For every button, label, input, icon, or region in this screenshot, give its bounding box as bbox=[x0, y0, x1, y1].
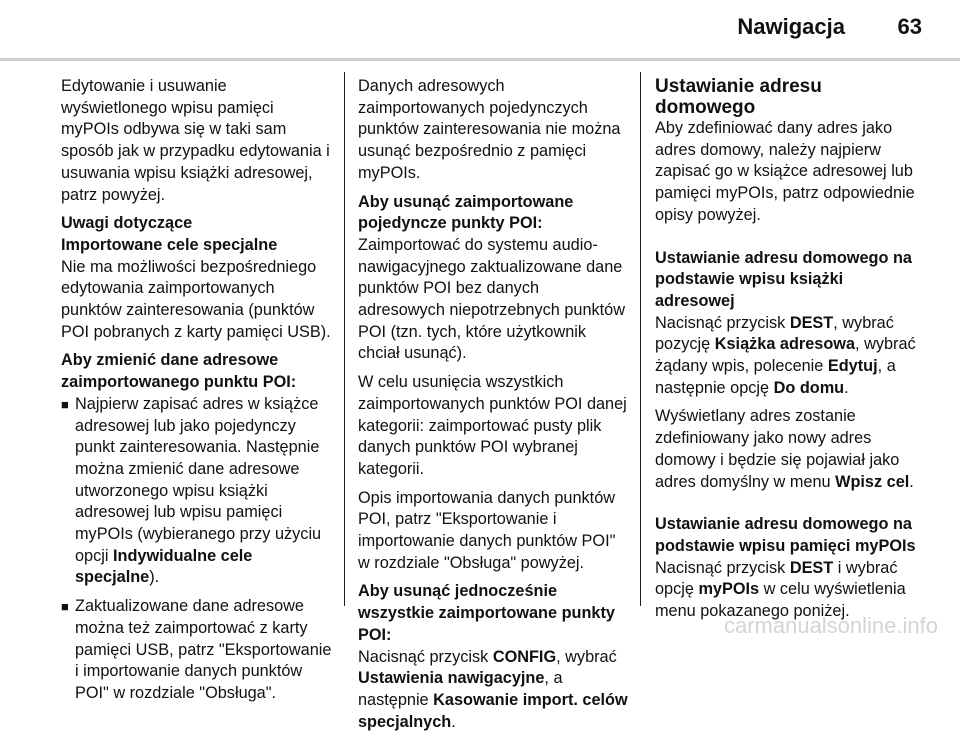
column-2 bbox=[358, 76, 628, 740]
home-address-title: Ustawianie adresu domowego bbox=[655, 76, 822, 118]
delete-single-paragraph: Zaimportować do systemu audio-nawigacyjnego zaktualizowane dane punktów POI bez danych adresowych niepotrzebnych punktów POI (tzn. tych, które użytkownik chciał usunąć). bbox=[358, 235, 625, 363]
home-address-result: Wyświetlany adres zostanie zdefiniowany jako nowy adres domowy i będzie się pojawiał jako adres domyślny w menu Wpisz cel. bbox=[655, 407, 914, 491]
bullet-icon: ■ bbox=[61, 599, 69, 615]
watermark: carmanualsonline.info bbox=[723, 613, 938, 638]
header-divider bbox=[0, 58, 960, 61]
mypois-steps: Nacisnąć przycisk DEST i wybrać opcję myPOIs w celu wyświetlenia menu pokazanego poniżej. bbox=[655, 558, 906, 621]
imported-poi-heading: Importowane cele specjalne bbox=[61, 235, 278, 254]
address-book-heading: Ustawianie adresu domowego na podstawie wpisu książki adresowej bbox=[655, 248, 912, 310]
list-item: ■ Najpierw zapisać adres w książce adresowej lub jako pojedynczy punkt zainteresowania. Następnie można zmienić dane adresowe utworzonego wpisu książki adresowej lub wpisu pamięci myPOIs (wybieranego przy użyciu opcji Indywidualne cele specjalne). bbox=[61, 394, 322, 587]
column-1 bbox=[61, 76, 333, 712]
no-direct-edit-paragraph: Nie ma możliwości bezpośredniego edytowania zaimportowanych punktów zainteresowania (punktów POI pobranych z karty pamięci USB). bbox=[61, 257, 331, 341]
section-title: Nawigacja bbox=[737, 14, 845, 39]
mypois-heading: Ustawianie adresu domowego na podstawie wpisu pamięci myPOIs bbox=[655, 515, 916, 555]
delete-category-paragraph: W celu usunięcia wszystkich zaimportowanych punktów POI danej kategorii: zaimportować pusty plik danych punktów POI wybranej kategorii. bbox=[358, 373, 627, 478]
delete-all-paragraph: Nacisnąć przycisk CONFIG, wybrać Ustawienia nawigacyjne, a następnie Kasowanie import. celów specjalnych. bbox=[358, 647, 628, 731]
column-divider-2 bbox=[640, 72, 641, 606]
bold-term: Indywidualne cele specjalne bbox=[75, 546, 253, 587]
delete-all-heading: Aby usunąć jednocześnie wszystkie zaimportowane punkty POI: bbox=[358, 582, 615, 644]
list-item: ■ Zaktualizowane dane adresowe można też zaimportować z karty pamięci USB, patrz "Eksportowanie i importowanie danych punktów POI" w rozdziale "Obsługa". bbox=[61, 597, 332, 702]
page-number: 63 bbox=[897, 14, 922, 39]
change-address-heading: Aby zmienić dane adresowe zaimportowanego punktu POI: bbox=[61, 351, 297, 392]
home-address-intro: Aby zdefiniować dany adres jako adres domowy, należy najpierw zapisać go w książce adresowej lub pamięci myPOIs, patrz odpowiednie opisy powyżej. bbox=[655, 119, 915, 224]
change-address-list bbox=[61, 394, 333, 705]
cannot-delete-paragraph: Danych adresowych zaimportowanych pojedynczych punktów zainteresowania nie można usunąć bezpośrednio z pamięci myPOIs. bbox=[358, 77, 621, 182]
column-divider-1 bbox=[344, 72, 345, 606]
notes-heading: Uwagi dotyczące bbox=[61, 214, 193, 233]
intro-paragraph: Edytowanie i usuwanie wyświetlonego wpisu pamięci myPOIs odbywa się w taki sam sposób jak w przypadku edytowania i usuwania wpisu książki adresowej, patrz powyżej. bbox=[61, 77, 330, 204]
bullet-icon: ■ bbox=[61, 396, 69, 412]
import-reference-paragraph: Opis importowania danych punktów POI, patrz "Eksportowanie i importowanie danych punktów POI" w rozdziale "Obsługa" powyżej. bbox=[358, 488, 616, 572]
delete-single-heading: Aby usunąć zaimportowane pojedyncze punkty POI: bbox=[358, 192, 574, 233]
address-book-steps: Nacisnąć przycisk DEST, wybrać pozycję Książka adresowa, wybrać żądany wpis, polecenie Edytuj, a następnie opcję Do domu. bbox=[655, 313, 916, 397]
page-header bbox=[0, 0, 960, 62]
column-3 bbox=[655, 76, 917, 630]
